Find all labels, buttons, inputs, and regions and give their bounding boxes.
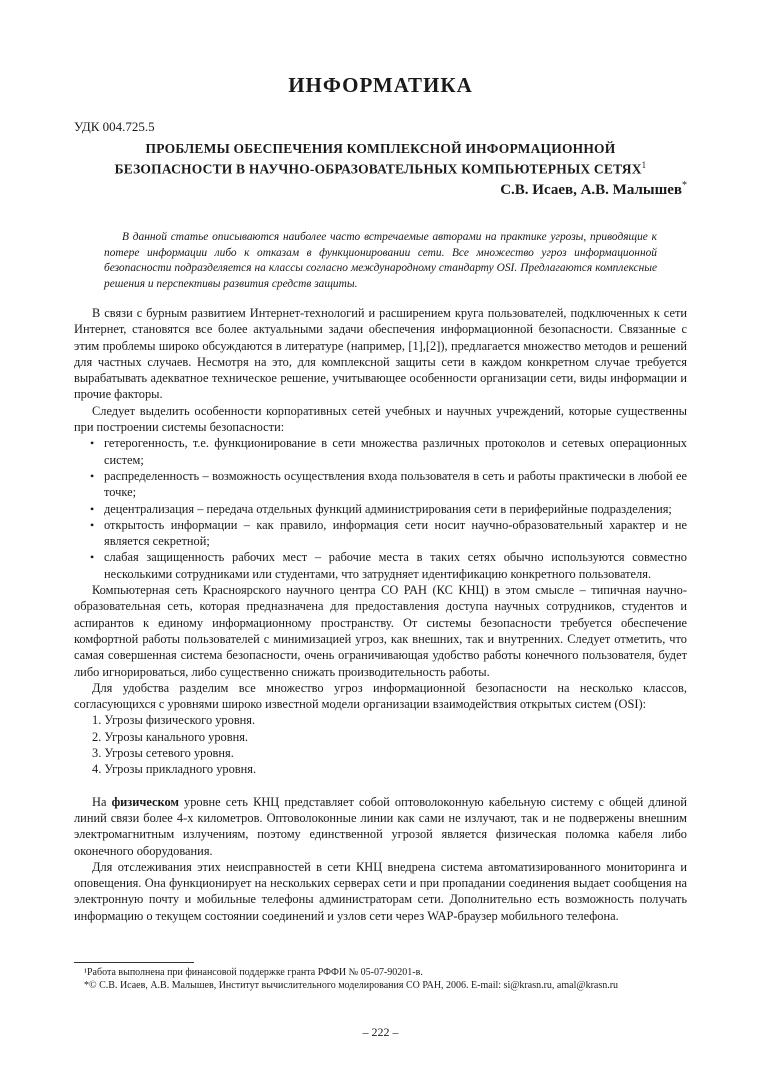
authors xyxy=(500,180,687,199)
body-text xyxy=(74,305,687,924)
paragraph-physical xyxy=(74,794,687,859)
feature-item: • децентрализация – передача отдельных функций администрирования сети в периферийные подразделения; xyxy=(92,501,687,517)
paragraph-gap xyxy=(74,778,687,794)
udc-code: УДК 004.725.5 xyxy=(74,119,155,134)
threat-levels-list xyxy=(74,712,687,777)
footnotes xyxy=(74,962,687,992)
feature-list xyxy=(74,435,687,582)
feature-item: • открытость информации – как правило, информация сети носит научно-образовательный характер и не является секретной; xyxy=(92,517,687,550)
threat-level-item: 1. Угрозы физического уровня. xyxy=(92,713,256,728)
threat-level-item: 3. Угрозы сетевого уровня. xyxy=(92,746,234,761)
footnote-copyright: *© С.В. Исаев, А.В. Малышев, Институт вычислительного моделирования СО РАН, 2006. E-mail: si@krasn.ru, amal@krasn.ru xyxy=(84,980,619,991)
threat-level-item: 2. Угрозы канального уровня. xyxy=(92,729,249,744)
section-heading: ИНФОРМАТИКА xyxy=(288,73,473,97)
title-footnote-mark: 1 xyxy=(641,160,647,170)
physical-bold-term: физическом xyxy=(111,794,179,809)
page-number: – 222 – xyxy=(362,1025,399,1039)
footnote-grant: ¹Работа выполнена при финансовой поддержке гранта РФФИ № 05-07-90201-в. xyxy=(84,967,423,978)
feature-item: • слабая защищенность рабочих мест – рабочие места в таких сетях обычно используются совместно несколькими сотрудниками или студентами, что затрудняет идентификацию конкретного пользователя. xyxy=(92,549,687,582)
paragraph-network: Компьютерная сеть Красноярского научного центра СО РАН (КС КНЦ) в этом смысле – типичная научно-образовательная сеть, которая предназначена для предоставления доступа научных сотрудников, студентов и аспирантов к единому информационному пространству. От системы безопасности требуется обеспечение комфортной работы пользователей с минимизацией угроз, как внешних, так и внутренних. Следует отметить, что самая совершенная система безопасности, очень ограничивающая удобство работы конечного пользователя, будет либо игнорироваться, либо существенно снижать производительность работы. xyxy=(74,583,687,679)
threat-level-item: 4. Угрозы прикладного уровня. xyxy=(92,762,257,777)
authors-footnote-mark: * xyxy=(682,180,687,191)
paper-title xyxy=(74,140,687,178)
feature-item: • распределенность – возможность осуществления входа пользователя в сеть и работы практически в любой ее точке; xyxy=(92,468,687,501)
feature-item: • гетерогенность, т.е. функционирование в сети множества различных протоколов и сетевых операционных систем; xyxy=(92,435,687,468)
title-line-2 xyxy=(74,157,687,178)
title-line-2-text: БЕЗОПАСНОСТИ В НАУЧНО-ОБРАЗОВАТЕЛЬНЫХ КОМПЬЮТЕРНЫХ СЕТЯХ xyxy=(114,161,642,177)
abstract-text: В данной статье описываются наиболее часто встречаемые авторами на практике угрозы, приводящие к потере информации либо к отказам в функционировании сети. Все множество угроз информационной безопасности подразделяется на классы согласно международному стандарту OSI. Предлагаются комплексные решения и перспективы развития средств защиты. xyxy=(104,231,657,290)
physical-text: уровне сеть КНЦ представляет собой оптоволоконную кабельную систему с общей длиной линий связи более 4-х километров. Оптоволоконные линии как сами не излучают, так и не подвержены внешним электромагнитным излучениям, поэтому единственной угрозой является физическая поломка кабеля либо оконечного оборудования. xyxy=(74,794,688,858)
footnote-rule xyxy=(74,962,194,963)
authors-names: С.В. Исаев, А.В. Малышев xyxy=(500,182,682,198)
title-line-1: ПРОБЛЕМЫ ОБЕСПЕЧЕНИЯ КОМПЛЕКСНОЙ ИНФОРМАЦИОННОЙ xyxy=(145,141,616,156)
paragraph-intro: В связи с бурным развитием Интернет-технологий и расширением круга пользователей, подключенных к сети Интернет, становятся все более актуальными задачи обеспечения информационной безопасности. Связанные с этим проблемы широко обсуждаются в литературе (например, [1],[2]), предлагается множество методов и решений для частных случаев. Несмотря на это, для комплексной защиты сети в каждом конкретном случае требуется вырабатывать адекватное техническое решение, учитывающее особенности организации сети, виды информации и прочие факторы. xyxy=(74,306,687,402)
paragraph-monitoring: Для отслеживания этих неисправностей в сети КНЦ внедрена система автоматизированного мониторинга и оповещения. Она функционирует на нескольких серверах сети и при пропадании соединения выдает сообщения на электронную почту и мобильные телефоны администраторам сети. Дополнительно есть возможность получать информацию о текущем состоянии соединений и узлов сети через WAP-браузер мобильного телефона. xyxy=(74,859,687,923)
physical-prefix: На xyxy=(92,794,112,809)
paragraph-features: Следует выделить особенности корпоративных сетей учебных и научных учреждений, которые существенны при построении системы безопасности: xyxy=(74,403,687,435)
abstract xyxy=(104,230,657,292)
paragraph-classes: Для удобства разделим все множество угроз информационной безопасности на несколько классов, согласующихся с уровнями широко известной модели организации взаимодействия открытых систем (OSI): xyxy=(74,680,687,712)
